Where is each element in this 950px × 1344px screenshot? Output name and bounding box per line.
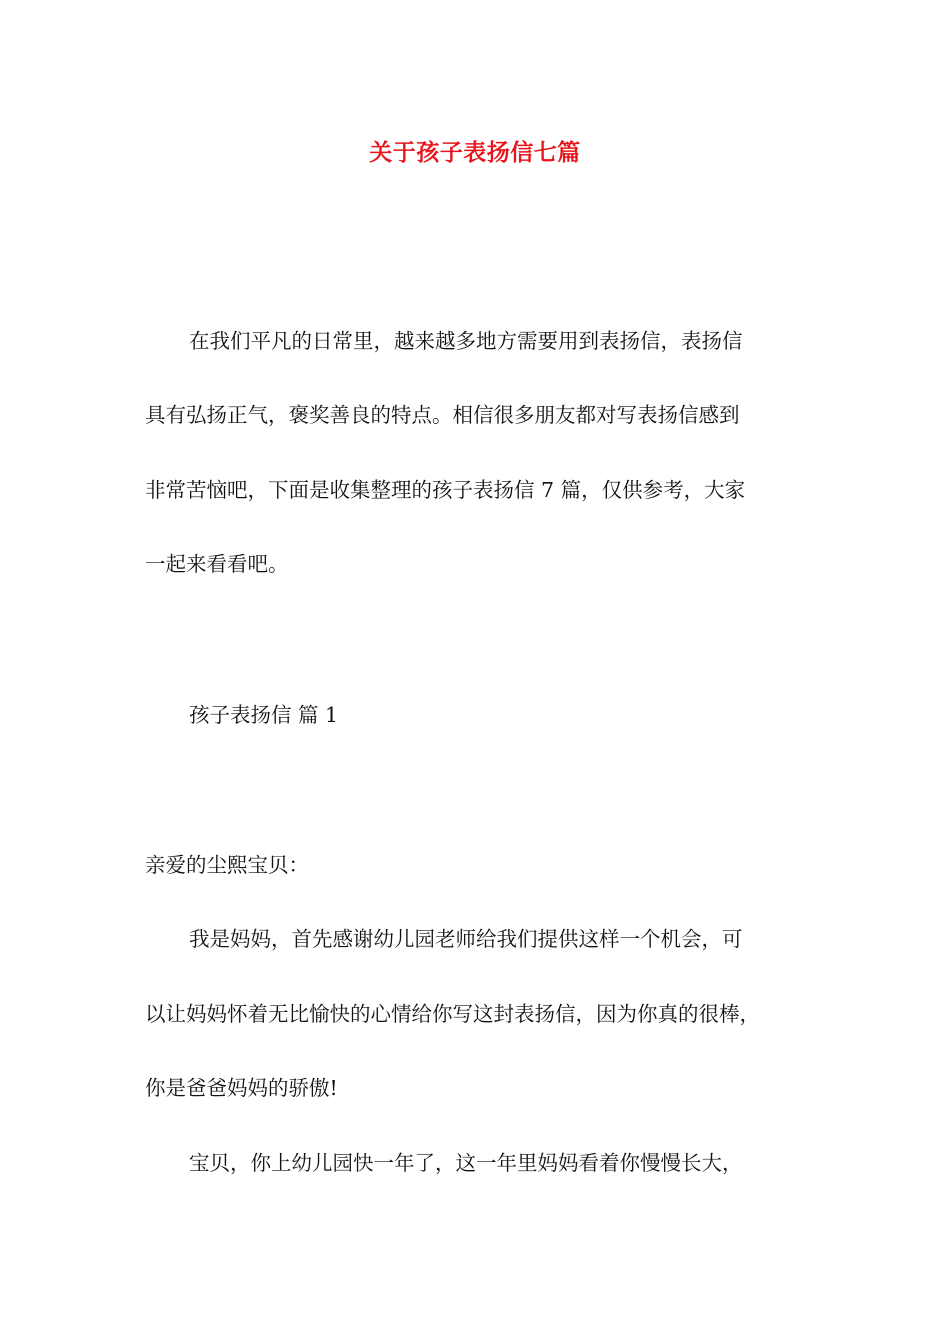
body-line-1: 我是妈妈，首先感谢幼儿园老师给我们提供这样一个机会，可 <box>189 927 743 951</box>
letter-salutation: 亲爱的尘熙宝贝： <box>145 853 309 877</box>
body-line-2: 以让妈妈怀着无比愉快的心情给你写这封表扬信，因为你真的很棒， <box>145 1002 760 1026</box>
intro-line-3: 非常苦恼吧，下面是收集整理的孩子表扬信 7 篇，仅供参考，大家 <box>145 478 746 502</box>
document-title: 关于孩子表扬信七篇 <box>369 139 581 166</box>
body-line-4: 宝贝，你上幼儿园快一年了，这一年里妈妈看着你慢慢长大， <box>189 1151 743 1175</box>
section-heading: 孩子表扬信 篇 1 <box>189 703 339 727</box>
body-line-3: 你是爸爸妈妈的骄傲! <box>145 1076 338 1100</box>
intro-line-1: 在我们平凡的日常里，越来越多地方需要用到表扬信，表扬信 <box>189 329 743 353</box>
intro-line-4: 一起来看看吧。 <box>145 552 289 576</box>
intro-line-2: 具有弘扬正气，褒奖善良的特点。相信很多朋友都对写表扬信感到 <box>145 403 740 427</box>
